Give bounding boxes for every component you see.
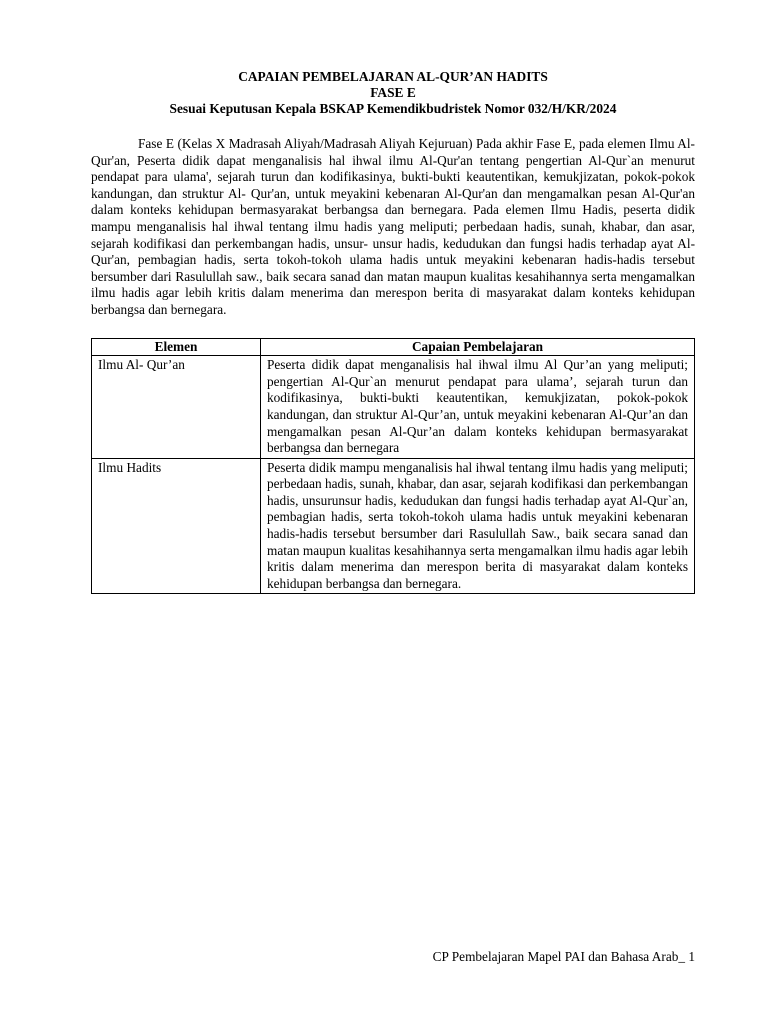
element-cell: Ilmu Al- Qur’an [92, 356, 261, 459]
capaian-table [91, 338, 695, 595]
intro-paragraph: Fase E (Kelas X Madrasah Aliyah/Madrasah Aliyah Kejuruan) Pada akhir Fase E, pada elemen Ilmu Al-Qur'an, Peserta didik dapat menganalisis hal ihwal ilmu Al-Qur'an tentang pengertian Al-Qur`an menurut pendapat para ulama', sejarah turun dan kodifikasinya, bukti-bukti keautentikan, kemukjizatan, pokok-pokok kandungan, dan struktur Al- Qur'an, untuk meyakini kebenaran Al-Qur'an dan mengamalkan pesan Al-Qur'an dalam konteks kehidupan bermasyarakat berbangsa dan bernegara. Pada elemen Ilmu Hadis, peserta didik mampu menganalisis hal ihwal tentang ilmu hadis yang meliputi; perbedaan hadis, sunah, khabar, dan asar, sejarah kodifikasi dan perkembangan hadis, unsur- unsur hadis, kedudukan dan fungsi hadis terhadap ayat Al- Qur'an, pembagian hadis, serta tokoh-tokoh ulama hadis untuk meyakini kebenaran hadis-hadis tersebut bersumber dari Rasulullah saw., baik secara sanad dan matan maupun kualitas kesahihannya serta mengamalkan ilmu hadis agar lebih kritis dalam menerima dan merespon berita di masyarakat dalam konteks kehidupan berbangsa dan bernegara. [91, 136, 695, 317]
table-row [92, 356, 695, 459]
capaian-cell: Peserta didik mampu menganalisis hal ihwal tentang ilmu hadis yang meliputi; perbedaan hadis, sunah, khabar, dan asar, sejarah kodifikasi dan perkembangan hadis, unsurunsur hadis, kedudukan dan fungsi hadis terhadap ayat Al-Qur`an, pembagian hadis, serta tokoh-tokoh ulama hadis untuk meyakini kebenaran hadis-hadis tersebut bersumber dari Rasulullah Saw., baik secara sanad dan matan maupun kualitas kesahihannya serta mengamalkan ilmu hadis agar lebih kritis dalam menerima dan merespon berita di masyarakat dalam konteks kehidupan berbangsa dan bernegara. [261, 458, 695, 594]
document-page [91, 0, 695, 594]
document-title: CAPAIAN PEMBELAJARAN AL-QUR’AN HADITS [238, 69, 548, 84]
table-row [92, 458, 695, 594]
header-capaian: Capaian Pembelajaran [261, 338, 695, 356]
page-footer: CP Pembelajaran Mapel PAI dan Bahasa Arab_ 1 [432, 949, 695, 964]
phase-heading: FASE E [370, 85, 416, 100]
header-elemen: Elemen [92, 338, 261, 356]
element-cell: Ilmu Hadits [92, 458, 261, 594]
decree-heading: Sesuai Keputusan Kepala BSKAP Kemendikbudristek Nomor 032/H/KR/2024 [169, 101, 617, 116]
capaian-cell: Peserta didik dapat menganalisis hal ihwal ilmu Al Qur’an yang meliputi; pengertian Al-Qur`an menurut pendapat para ulama’, sejarah turun dan kodifikasinya, bukti-bukti keautentikan, kemukjizatan, pokok-pokok kandungan, dan struktur Al-Qur’an, untuk meyakini kebenaran Al-Qur’an dan mengamalkan pesan Al-Qur’an dalam konteks kehidupan bermasyarakat berbangsa dan bernegara [261, 356, 695, 459]
table-header-row [92, 338, 695, 356]
